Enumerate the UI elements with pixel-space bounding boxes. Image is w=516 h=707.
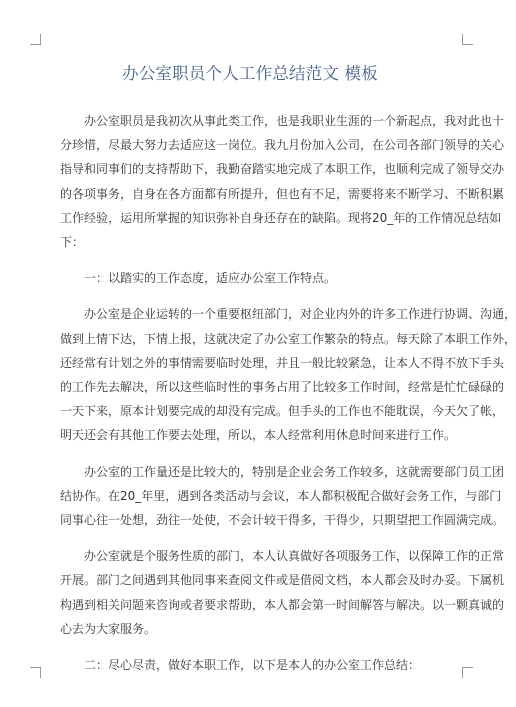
paragraph-line: 心去为大家服务。 xyxy=(60,621,157,636)
paragraph-line: 的工作先去解决，所以这些临时性的事务占用了比较多工作时间，经常是忙忙碌碌的 xyxy=(60,380,505,395)
paragraph-line: 工作经验，运用所掌握的知识弥补自身还存在的缺陷。现将20_年的工作情况总结如 xyxy=(60,210,502,225)
paragraph-line: 二：尽心尽责，做好本职工作，以下是本人的办公室工作总结： xyxy=(84,658,421,673)
paragraph-line: 一：以踏实的工作态度，适应办公室工作特点。 xyxy=(84,271,337,286)
paragraph xyxy=(60,302,516,447)
paragraph-line: 明天还会有其他工作要去处理，所以，本人经常利用休息时间来进行工作。 xyxy=(60,428,457,443)
paragraph-line: 分珍惜，尽最大努力去适应这一岗位。我九月份加入公司，在公司各部门领导的关心 xyxy=(60,138,505,153)
paragraph xyxy=(60,460,505,533)
paragraph-line: 结协作。在20_年里，遇到各类活动与会议，本人都积极配合做好会务工作，与部门 xyxy=(60,488,502,503)
paragraph-line: 指导和同事们的支持帮助下，我勤奋踏实地完成了本职工作，也顺利完成了领导交办 xyxy=(60,162,505,177)
paragraph-line: 同事心往一处想，劲往一处使，不会计较干得多，干得少，只期望把工作圆满完成。 xyxy=(60,513,505,528)
paragraph-line: 办公室职员是我初次从事此类工作，也是我职业生涯的一个新起点，我对此也十 xyxy=(84,114,505,128)
paragraph xyxy=(60,266,439,290)
paragraph-line: 办公室是企业运转的一个重要枢纽部门，对企业内外的许多工作进行协调、沟通， xyxy=(84,307,516,322)
document-body xyxy=(60,109,516,689)
paragraph-line: 开展。部门之间遇到其他同事来查阅文件或是借阅文档，本人都会及时办妥。下属机 xyxy=(60,573,505,588)
crop-mark-bottom-right xyxy=(462,667,473,678)
paragraph-line: 还经常有计划之外的事情需要临时处理，并且一般比较紧急，让本人不得不放下手头 xyxy=(60,355,505,370)
document-title: 办公室职员个人工作总结范文 模板 xyxy=(122,64,378,83)
paragraph-line: 的各项事务，自身在各方面都有所提升，但也有不足，需要将来不断学习、不断积累 xyxy=(60,186,505,201)
paragraph xyxy=(60,653,439,677)
paragraph-line: 下： xyxy=(60,235,85,250)
paragraph-line: 一天下来，原本计划要完成的却没有完成。但手头的工作也不能耽误，今天欠了帐， xyxy=(60,404,505,419)
paragraph-line: 办公室就是个服务性质的部门，本人认真做好各项服务工作，以保障工作的正常 xyxy=(84,549,505,564)
paragraph-line: 做到上情下达，下情上报，这就决定了办公室工作繁杂的特点。每天除了本职工作外， xyxy=(60,331,516,346)
paragraph xyxy=(60,109,505,254)
crop-mark-bottom-left xyxy=(30,667,41,678)
paragraph xyxy=(60,544,505,641)
paragraph-line: 办公室的工作量还是比较大的，特别是企业会务工作较多，这就需要部门员工团 xyxy=(84,464,505,479)
crop-mark-top-right xyxy=(462,34,473,45)
crop-mark-top-left xyxy=(30,34,41,45)
paragraph-line: 构遇到相关问题来咨询或者要求帮助，本人都会第一时间解答与解决。以一颗真诚的 xyxy=(60,597,505,612)
